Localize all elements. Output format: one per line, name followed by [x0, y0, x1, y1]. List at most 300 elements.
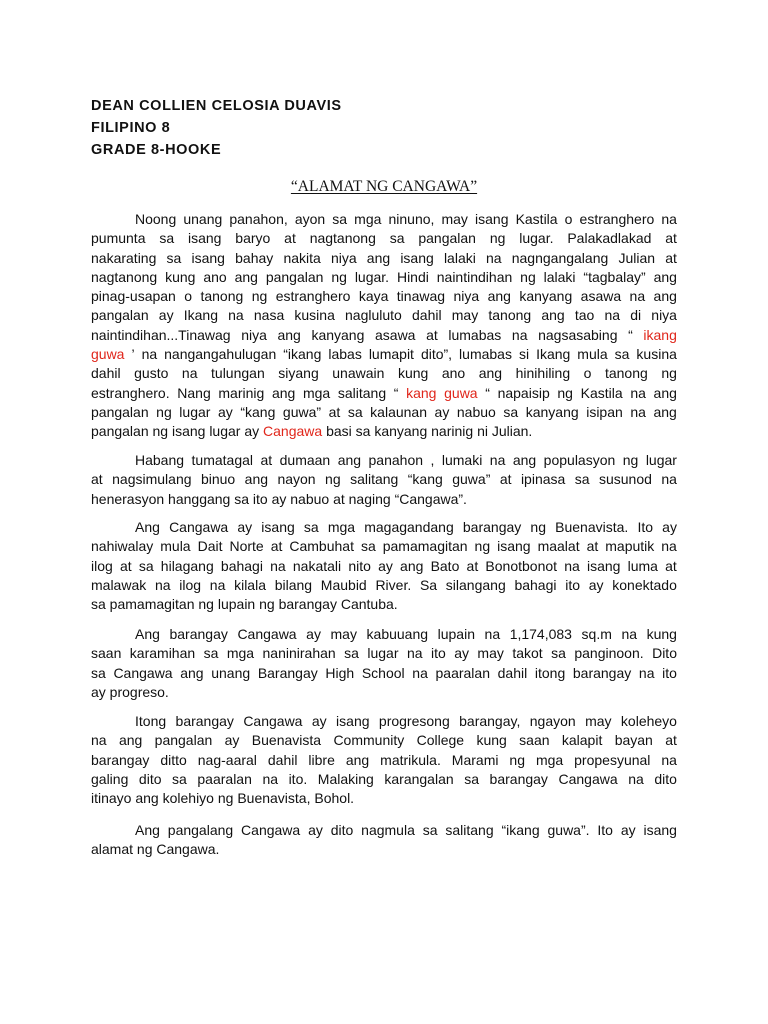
word: ito [565, 576, 581, 593]
word: barangay [489, 770, 548, 787]
word: kilala [234, 576, 266, 593]
word: o [184, 288, 193, 305]
word: karamihan [129, 645, 196, 662]
word: niya [453, 288, 480, 305]
word: mga [535, 751, 564, 768]
word: ay [217, 403, 233, 420]
word: Kastila [515, 211, 558, 227]
word: barangay, [459, 713, 521, 729]
word: na [661, 471, 677, 488]
paragraph-line [91, 518, 677, 537]
paragraph-5 [91, 712, 677, 808]
word: kung [646, 626, 677, 642]
paragraph-line [91, 664, 677, 683]
word: Noong [135, 211, 177, 227]
text-run: alamat ng Cangawa. [91, 841, 220, 858]
word: sa [91, 664, 106, 681]
word: sa [389, 230, 405, 247]
word: malawak [91, 576, 147, 593]
word: ngayon [529, 713, 576, 729]
word: dumaan [279, 452, 331, 468]
word: sa [360, 538, 376, 555]
word: na [511, 326, 528, 343]
word: “ [628, 326, 633, 343]
word: kusina [636, 346, 677, 363]
word: ng [251, 288, 268, 305]
word: ang [653, 403, 677, 420]
word: binuo [200, 471, 236, 488]
word: Cangawa [243, 713, 303, 729]
word: pamamagitan [382, 538, 468, 555]
word: sa [166, 249, 182, 266]
word: Norte [229, 538, 264, 555]
word: nangangahulugan [164, 346, 277, 363]
text-run: basi sa kanyang narinig ni Julian. [322, 423, 533, 440]
word: silangang [445, 576, 506, 593]
word: unawain [332, 365, 385, 382]
word: isipan [586, 403, 623, 420]
word: sa [138, 557, 154, 574]
word: Marami [451, 751, 499, 768]
word: Malaking [317, 770, 374, 787]
word: “tagbalay” [583, 268, 646, 285]
word: Julian [618, 249, 656, 266]
word: o [564, 211, 573, 227]
word: ’ [131, 346, 135, 363]
word: Ikang [536, 346, 571, 363]
word: panginoon. [574, 645, 644, 662]
paragraph-line [91, 364, 677, 383]
word: labas [328, 346, 362, 363]
word: at [119, 557, 132, 574]
paragraph-line [91, 306, 677, 325]
word: sa [159, 230, 175, 247]
word: panahon, [229, 211, 288, 227]
word: ng [622, 452, 639, 468]
word: ng [520, 268, 536, 285]
word: nagngangalang [511, 249, 609, 266]
text-run: sa pamamagitan ng lupain ng barangay Cantuba. [91, 596, 398, 613]
word: Cangawa [113, 664, 173, 681]
word: ay [306, 626, 321, 642]
word: kanyang [519, 288, 573, 305]
word: tulungan [211, 365, 265, 382]
word: at [328, 403, 341, 420]
word: lumabas [459, 346, 512, 363]
word: may [477, 645, 504, 662]
word: lalaki [443, 249, 476, 266]
word: kung [165, 268, 196, 285]
word: ang [244, 471, 269, 488]
word: sq.m [581, 626, 612, 642]
word: ano [203, 268, 227, 285]
word: nasa [253, 307, 285, 324]
text-run: henerasyon hanggang sa ito ay nabuo at naging “Cangawa”. [91, 490, 467, 507]
word: mga [302, 384, 331, 401]
word: nagtanong [91, 268, 158, 285]
word: Buenavista [251, 732, 322, 749]
paragraph-line [91, 625, 677, 644]
word: na [638, 664, 655, 681]
word: sa [614, 346, 630, 363]
paragraph-line [91, 644, 677, 663]
word: lupain [437, 626, 475, 642]
word: tanong [200, 288, 244, 305]
paragraph-line [91, 557, 677, 576]
word: estranghero [579, 211, 655, 227]
word: mula [160, 538, 191, 555]
word: na [486, 249, 502, 266]
word: ang [277, 326, 301, 343]
word: nakatali [292, 557, 342, 574]
word: may [451, 307, 479, 324]
word: Dito [652, 645, 677, 662]
word: nagmula [361, 822, 415, 838]
word: salitang [445, 822, 494, 838]
word: kaya [358, 288, 389, 305]
word: Community [333, 732, 405, 749]
document-header [91, 95, 342, 161]
paragraph-6 [91, 821, 677, 860]
word: unang [211, 664, 251, 681]
paragraph-line [91, 326, 677, 345]
word: lalaki [543, 268, 576, 285]
word: bahay [235, 249, 274, 266]
word: ng [509, 751, 525, 768]
word: naintindihan...Tinawag [91, 326, 231, 343]
word: marinig [218, 384, 265, 401]
word: Hindi [396, 268, 429, 285]
word: na [270, 557, 286, 574]
word: guwa” [282, 403, 322, 420]
word: nakarating [91, 249, 157, 266]
word: isang [586, 557, 621, 574]
word: Ang [135, 519, 160, 535]
word: ito. [288, 770, 308, 787]
word: lumapit [368, 346, 414, 363]
word: Itong [135, 713, 167, 729]
word: sa [503, 403, 519, 420]
word: lugar [645, 452, 677, 468]
paragraph-line [91, 537, 677, 556]
word: ng [331, 268, 347, 285]
word: ay [434, 403, 450, 420]
word: ay [662, 519, 677, 535]
word: mula [577, 346, 608, 363]
highlighted-word: kang [406, 384, 437, 401]
word: at [665, 230, 677, 247]
word: susunod [598, 471, 652, 488]
word: bilang [274, 576, 313, 593]
author-name: DEAN COLLIEN CELOSIA DUAVIS [91, 98, 342, 114]
word: naninirahan [262, 645, 336, 662]
word: ay [237, 519, 253, 535]
word: Buenavista. [555, 519, 629, 535]
word: isang [261, 519, 295, 535]
subject-line: FILIPINO 8 [91, 120, 171, 136]
word: luma [627, 557, 658, 574]
word: kung [476, 732, 507, 749]
word: isang [400, 249, 434, 266]
word: takot [512, 645, 543, 662]
word: at [270, 538, 283, 555]
word: unang [183, 211, 223, 227]
word: College [416, 732, 465, 749]
word: kanyang [525, 403, 579, 420]
word: ang [512, 452, 537, 468]
word: at [586, 538, 599, 555]
word: pinag-usapan [91, 288, 176, 305]
word: Cambuhat [289, 538, 354, 555]
word: isang [643, 822, 677, 838]
word: ayon [294, 211, 326, 227]
word: ang [234, 268, 258, 285]
paragraph-line [91, 451, 677, 470]
word: itong [534, 664, 566, 681]
word: na [661, 751, 677, 768]
word: nagsimulang [112, 471, 192, 488]
word: propesyunal [574, 751, 651, 768]
word: ang [366, 249, 391, 266]
word: na [262, 770, 279, 787]
word: nagsasabing [538, 326, 618, 343]
word: hilagang [160, 557, 214, 574]
word: Ikang [183, 307, 218, 324]
word: ang [271, 384, 296, 401]
word: ng [325, 471, 341, 488]
word: saan [91, 645, 122, 662]
word: magagandang [364, 519, 454, 535]
word: dahil [497, 664, 528, 681]
word: kung [397, 365, 429, 382]
word: guwa” [452, 471, 491, 488]
word: ay [158, 307, 174, 324]
word: sa [551, 645, 566, 662]
paragraph-line [91, 731, 677, 750]
paragraph-line [91, 683, 677, 702]
word: Ang [135, 626, 160, 642]
word: isang [187, 230, 222, 247]
word: konektado [612, 576, 677, 593]
word: ang [337, 452, 362, 468]
word: na [604, 307, 621, 324]
word: na [154, 576, 171, 593]
word: dahil [267, 751, 298, 768]
word: na [564, 557, 580, 574]
word: isang [191, 249, 225, 266]
word: mga [354, 211, 382, 227]
word: ang [541, 307, 565, 324]
word: ilog [91, 557, 113, 574]
word: ng [474, 538, 491, 555]
paragraph-line [91, 268, 677, 287]
word: “ikang [501, 822, 540, 838]
word: may [441, 211, 468, 227]
word: progresong [378, 713, 450, 729]
paragraph-line [91, 470, 677, 489]
grade-line: GRADE 8-HOOKE [91, 142, 222, 158]
word: tinawag [396, 288, 446, 305]
word: niya [241, 326, 267, 343]
word: dito [330, 822, 354, 838]
paragraph-line [91, 403, 677, 422]
word: ditto [160, 751, 187, 768]
word: kusina [294, 307, 335, 324]
word: Habang [135, 452, 185, 468]
word: na [630, 384, 646, 401]
word: ng [661, 365, 677, 382]
word: pumunta [91, 230, 146, 247]
word: salitang [350, 471, 399, 488]
word: hinihiling [515, 365, 571, 382]
word: ang [345, 751, 370, 768]
word: barangay [91, 751, 150, 768]
word: at [466, 557, 479, 574]
word: , [430, 452, 435, 468]
word: ito [430, 645, 446, 662]
word: at [284, 230, 296, 247]
word: isang [336, 713, 370, 729]
word: Cangawa [558, 770, 618, 787]
word: na [228, 307, 244, 324]
word: ay [224, 732, 240, 749]
word: bayan [614, 732, 653, 749]
word: at [665, 732, 677, 749]
word: School [361, 664, 405, 681]
word: ay [311, 713, 327, 729]
word: napaisip [497, 384, 550, 401]
word: ano [441, 365, 466, 382]
word: nagtanong [309, 230, 376, 247]
word: na [406, 645, 423, 662]
highlighted-phrase: Cangawa [263, 423, 323, 440]
paragraph-line [91, 249, 677, 268]
paragraph-line [91, 287, 677, 306]
word: siyang [278, 365, 319, 382]
word: Bonotbonot [485, 557, 558, 574]
word: “ [393, 384, 399, 401]
word: lumaki [441, 452, 483, 468]
paragraph-line [91, 712, 677, 731]
word: di [630, 307, 642, 324]
paragraph-2 [91, 451, 677, 509]
word: bahagi [220, 557, 263, 574]
word: tumatagal [191, 452, 253, 468]
word: nag-aaral [197, 751, 257, 768]
word: isang [497, 538, 531, 555]
word: “ikang [283, 346, 322, 363]
word: matrikula. [380, 751, 441, 768]
word: mga [327, 519, 356, 535]
word: Dait [197, 538, 223, 555]
word: Ito [637, 519, 654, 535]
word: may [330, 626, 357, 642]
word: tanong [604, 365, 648, 382]
highlighted-word: guwa [444, 384, 478, 401]
word: Cangawa [241, 822, 301, 838]
word: sa [422, 822, 438, 838]
word: sa [574, 471, 590, 488]
word: sa [344, 645, 359, 662]
word: asawa [375, 326, 416, 343]
word: lugar. [519, 230, 554, 247]
word: guwa”. [547, 822, 590, 838]
word: “kang [407, 471, 443, 488]
word: dito [654, 770, 677, 787]
paragraph-4 [91, 625, 677, 702]
word: na [629, 288, 646, 305]
highlighted-word: ikang [643, 326, 677, 343]
word: estranghero [275, 288, 351, 305]
word: libre [308, 751, 335, 768]
word: paaralan [435, 664, 490, 681]
word: populasyon [543, 452, 616, 468]
word: Cangawa [237, 626, 297, 642]
highlighted-word: guwa [91, 346, 125, 363]
word: bahagi [514, 576, 557, 593]
word: pangalang [167, 822, 234, 838]
word: sa [172, 770, 187, 787]
word: ay [308, 822, 323, 838]
word: lugar [179, 403, 211, 420]
text-run: ay progreso. [91, 683, 169, 700]
word: nabuo [456, 403, 496, 420]
word: ng [156, 403, 172, 420]
word: kalaunan [370, 403, 427, 420]
word: koleheyo [620, 713, 677, 729]
paragraph-line [91, 422, 677, 441]
paragraph-line [91, 229, 677, 248]
paragraph-line [91, 595, 677, 614]
word: sa [464, 770, 479, 787]
word: pangalan [154, 732, 213, 749]
document-title: “ALAMAT NG CANGAWA” [290, 178, 478, 195]
word: barangay [169, 626, 228, 642]
word: ipinasa [520, 471, 566, 488]
paragraph-3 [91, 518, 677, 614]
word: ng [530, 519, 546, 535]
word: maalat [537, 538, 580, 555]
word: sa [303, 519, 319, 535]
word: ito [662, 664, 677, 681]
word: naintindihan [436, 268, 513, 285]
word: at [665, 249, 677, 266]
word: at [91, 471, 103, 488]
word: niya [651, 307, 677, 324]
word: saan [519, 732, 550, 749]
word: at [499, 471, 512, 488]
word: pangalan [265, 268, 324, 285]
word: tanong [488, 307, 532, 324]
word: ang [653, 268, 677, 285]
word: Palakadlakad [567, 230, 652, 247]
paragraph-line [91, 384, 677, 403]
word: isang [475, 211, 509, 227]
paragraph-line [91, 345, 677, 364]
word: na [484, 626, 501, 642]
word: baryo [235, 230, 271, 247]
word: na [91, 732, 107, 749]
word: Bato [430, 557, 460, 574]
word: karangalan [384, 770, 454, 787]
word: asawa [580, 288, 622, 305]
paragraph-line [91, 789, 677, 808]
word: barangay [572, 664, 632, 681]
word: ilog [179, 576, 202, 593]
word: galing [91, 770, 129, 787]
word: Maubid [320, 576, 367, 593]
word: tao [574, 307, 595, 324]
